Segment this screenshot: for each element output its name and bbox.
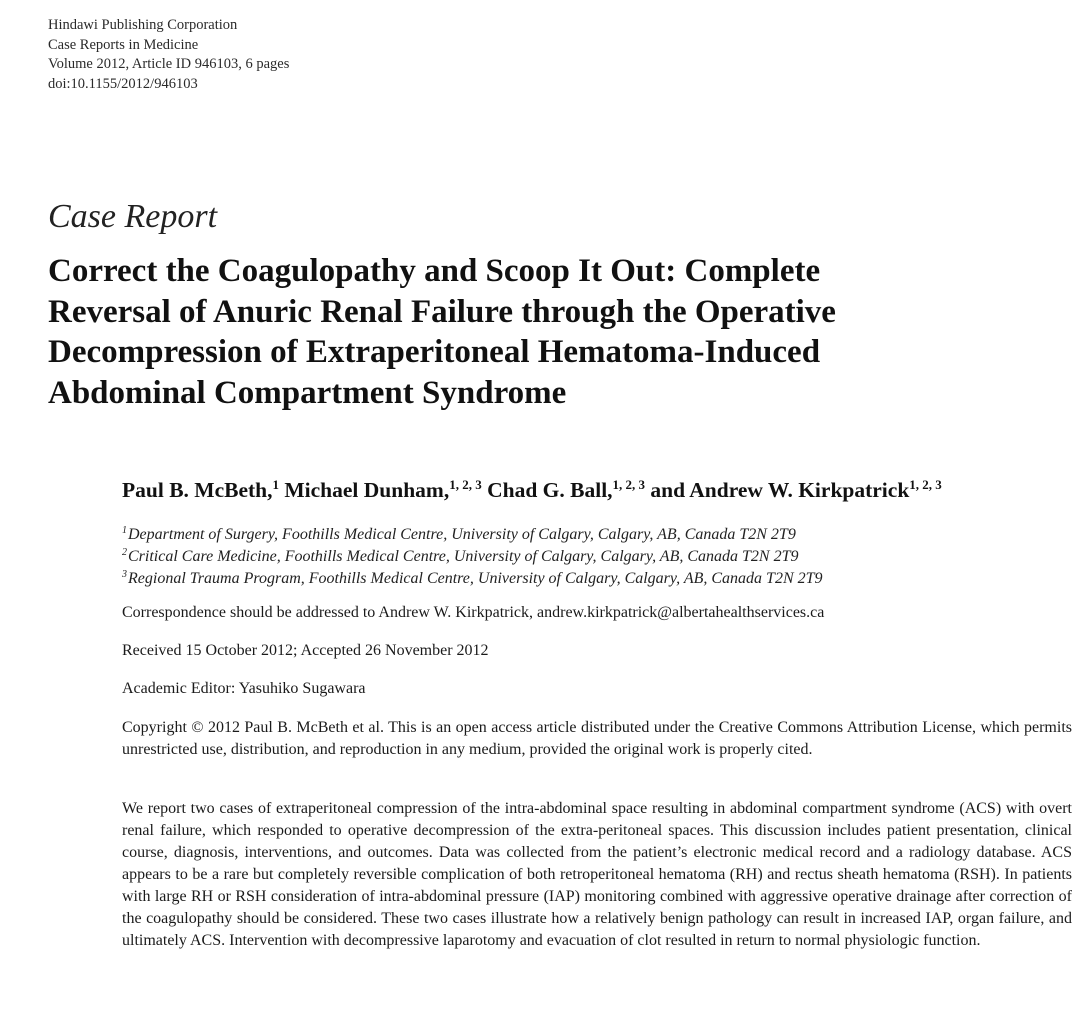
author-name: Chad G. Ball,	[487, 478, 613, 502]
journal-name: Case Reports in Medicine	[48, 36, 199, 53]
affiliation-text: Critical Care Medicine, Foothills Medical Centre, University of Calgary, Calgary, AB, Canada T2N 2T9	[128, 548, 799, 565]
title-line: Correct the Coagulopathy and Scoop It Out: Complete	[48, 253, 821, 289]
affiliation	[122, 546, 823, 568]
author-affiliation-marker: 1, 2, 3	[909, 477, 942, 492]
title-line: Decompression of Extraperitoneal Hematoma-Induced	[48, 334, 821, 370]
title-line: Abdominal Compartment Syndrome	[48, 374, 567, 411]
affiliation	[122, 568, 823, 590]
doi: doi:10.1155/2012/946103	[48, 75, 198, 92]
title-line: Reversal of Anuric Renal Failure through the Operative	[48, 293, 836, 330]
author-name: Paul B. McBeth,	[122, 478, 273, 502]
affiliation-text: Department of Surgery, Foothills Medical Centre, University of Calgary, Calgary, AB, Canada T2N 2T9	[128, 526, 796, 543]
author-affiliation-marker: 1, 2, 3	[612, 477, 646, 492]
academic-editor: Academic Editor: Yasuhiko Sugawara	[122, 680, 366, 697]
author-name: and Andrew W. Kirkpatrick	[650, 478, 910, 502]
article-title	[48, 251, 1048, 413]
affiliation	[122, 524, 823, 546]
article-dates: Received 15 October 2012; Accepted 26 November 2012	[122, 642, 489, 659]
correspondence: Correspondence should be addressed to Andrew W. Kirkpatrick, andrew.kirkpatrick@albertahealthservices.ca	[122, 604, 825, 621]
article-type: Case Report	[48, 198, 218, 235]
affiliation-marker: 1	[122, 525, 127, 536]
affiliation-text: Regional Trauma Program, Foothills Medical Centre, University of Calgary, Calgary, AB, Canada T2N 2T9	[128, 570, 823, 587]
author-name: Michael Dunham,	[284, 478, 450, 502]
author-list	[122, 478, 942, 503]
volume-info: Volume 2012, Article ID 946103, 6 pages	[48, 56, 290, 72]
abstract: We report two cases of extraperitoneal compression of the intra-abdominal space resulting in abdominal compartment syndrome (ACS) with overt renal failure, which responded to operative decompression of the extra-peritoneal spaces. This discussion includes patient presentation, clinical course, diagnosis, interventions, and outcomes. Data was collected from the patient’s electronic medical record and a radiology database. ACS appears to be a rare but completely reversible complication of both retroperitoneal hematoma (RH) and rectus sheath hematoma (RSH). In patients with large RH or RSH consideration of intra-abdominal pressure (IAP) monitoring combined with aggressive operative drainage after correction of the coagulopathy should be considered. These two cases illustrate how a relatively benign pathology can result in increased IAP, organ failure, and ultimately ACS. Intervention with decompressive laparotomy and evacuation of clot resulted in return to normal physiologic function.	[122, 800, 1072, 949]
author-affiliation-marker: 1	[272, 477, 279, 492]
publisher: Hindawi Publishing Corporation	[48, 17, 238, 33]
author-affiliation-marker: 1, 2, 3	[449, 477, 482, 492]
affiliation-marker: 3	[122, 569, 127, 580]
journal-header	[48, 16, 289, 94]
affiliations	[122, 524, 823, 590]
copyright-notice: Copyright © 2012 Paul B. McBeth et al. This is an open access article distributed under the Creative Commons Attribution License, which permits unrestricted use, distribution, and reproduction in any medium, provided the original work is properly cited.	[122, 719, 1072, 758]
affiliation-marker: 2	[122, 547, 127, 558]
